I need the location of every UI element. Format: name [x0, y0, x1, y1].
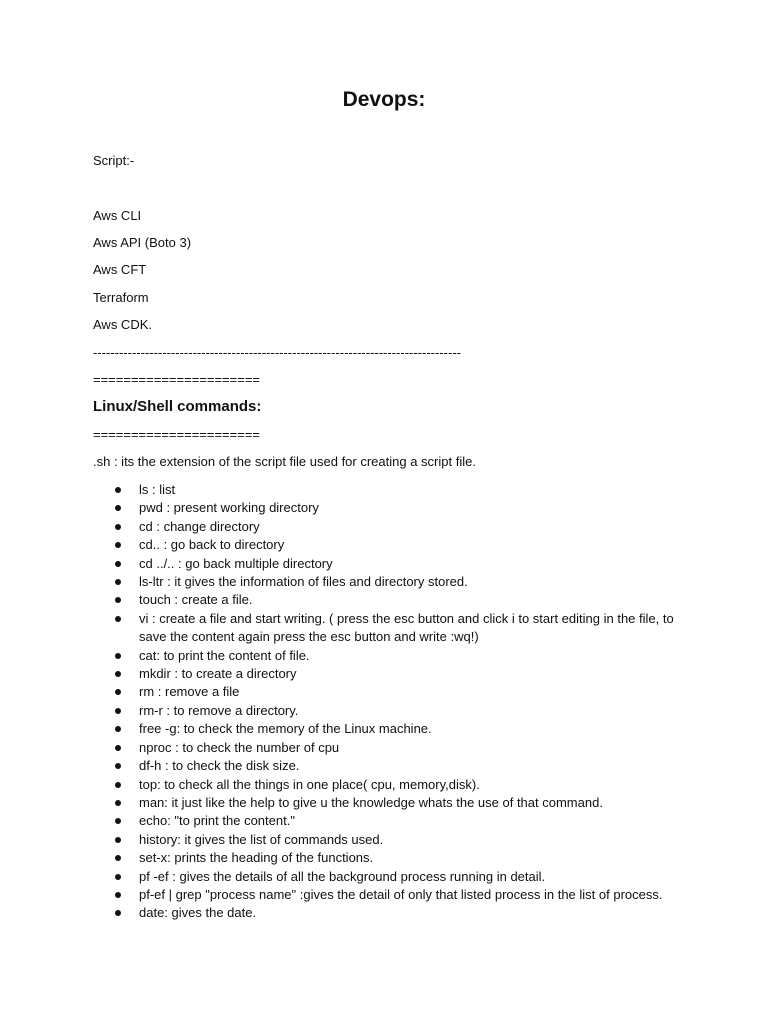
command-text: set-x: prints the heading of the functions. [139, 850, 374, 866]
bullet-icon [115, 818, 121, 824]
list-item [93, 904, 683, 922]
bullet-icon [115, 653, 121, 659]
command-text: nproc : to check the number of cpu [139, 739, 340, 755]
bullet-icon [115, 505, 121, 511]
bullet-icon [115, 782, 121, 788]
bullet-icon [115, 689, 121, 695]
command-text: cd ../.. : go back multiple directory [139, 555, 333, 571]
list-item [93, 776, 683, 794]
equals-divider-bottom: ====================== [93, 427, 261, 442]
list-item [93, 794, 683, 812]
list-item [93, 647, 683, 665]
tool-item: Aws CFT [93, 262, 147, 277]
tool-item: Aws CDK. [93, 317, 152, 332]
command-text: man: it just like the help to give u the knowledge whats the use of that command. [139, 794, 603, 810]
bullet-icon [115, 671, 121, 677]
list-item [93, 812, 683, 830]
bullet-icon [115, 745, 121, 751]
list-item [93, 683, 683, 701]
bullet-icon [115, 726, 121, 732]
command-text: pf-ef | grep "process name" :gives the detail of only that listed process in the list of process. [139, 886, 663, 902]
list-item [93, 757, 683, 775]
bullet-icon [115, 800, 121, 806]
list-item [93, 573, 683, 591]
command-text: cd : change directory [139, 518, 260, 534]
command-text: cat: to print the content of file. [139, 647, 310, 663]
command-text: df-h : to check the disk size. [139, 758, 300, 774]
bullet-icon [115, 597, 121, 603]
bullet-icon [115, 874, 121, 880]
equals-divider-top: ====================== [93, 372, 261, 387]
list-item [93, 868, 683, 886]
command-text: free -g: to check the memory of the Linux machine. [139, 721, 432, 737]
command-text: vi : create a file and start writing. ( press the esc button and click i to start editing in the file, to save the content again press the esc button and write :wq!) [139, 610, 674, 645]
bullet-icon [115, 616, 121, 622]
tool-item: Aws CLI [93, 208, 142, 223]
sh-extension-note: .sh : its the extension of the script file used for creating a script file. [93, 454, 476, 469]
bullet-icon [115, 708, 121, 714]
list-item [93, 702, 683, 720]
command-text: history: it gives the list of commands used. [139, 831, 384, 847]
command-text: touch : create a file. [139, 592, 253, 608]
list-item [93, 886, 683, 904]
command-text: date: gives the date. [139, 905, 257, 921]
document-title: Devops: [342, 88, 426, 111]
command-text: pwd : present working directory [139, 500, 319, 516]
bullet-icon [115, 855, 121, 861]
list-item [93, 739, 683, 757]
list-item [93, 481, 683, 499]
list-item [93, 499, 683, 517]
list-item [93, 610, 683, 647]
command-list [93, 481, 683, 923]
command-text: cd.. : go back to directory [139, 537, 285, 553]
bullet-icon [115, 837, 121, 843]
bullet-icon [115, 561, 121, 567]
list-item [93, 536, 683, 554]
command-text: rm : remove a file [139, 684, 240, 700]
list-item [93, 591, 683, 609]
bullet-icon [115, 542, 121, 548]
bullet-icon [115, 524, 121, 530]
command-text: rm-r : to remove a directory. [139, 702, 299, 718]
list-item [93, 555, 683, 573]
list-item [93, 665, 683, 683]
command-text: pf -ef : gives the details of all the background process running in detail. [139, 868, 546, 884]
dash-divider: ------------------------------------------------------------------------------------- [93, 345, 461, 360]
bullet-icon [115, 579, 121, 585]
list-item [93, 720, 683, 738]
section-heading: Linux/Shell commands: [93, 398, 262, 415]
tool-item: Terraform [93, 290, 149, 305]
list-item [93, 518, 683, 536]
list-item [93, 849, 683, 867]
command-text: mkdir : to create a directory [139, 666, 297, 682]
bullet-icon [115, 892, 121, 898]
command-text: ls : list [139, 482, 176, 497]
command-text: top: to check all the things in one place( cpu, memory,disk). [139, 776, 480, 792]
command-text: ls-ltr : it gives the information of files and directory stored. [139, 574, 468, 590]
script-label: Script:- [93, 153, 135, 168]
tool-item: Aws API (Boto 3) [93, 235, 192, 250]
bullet-icon [115, 487, 121, 493]
bullet-icon [115, 763, 121, 769]
bullet-icon [115, 910, 121, 916]
command-text: echo: "to print the content." [139, 813, 295, 829]
list-item [93, 831, 683, 849]
